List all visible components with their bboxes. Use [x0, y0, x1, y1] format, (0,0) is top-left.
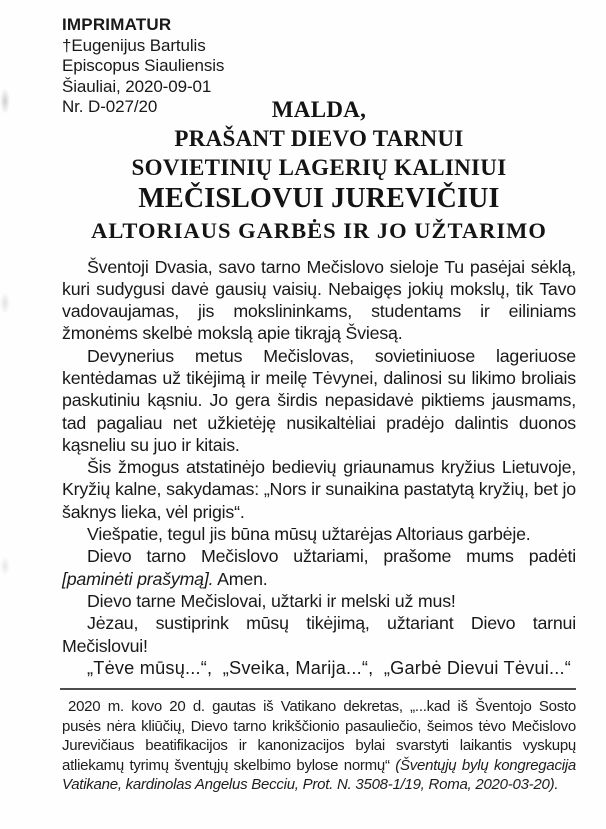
footnote-source-citation: (Šventųjų bylų kongregacija Vatikane, kardinolas Angelus Becciu, Prot. N. 3508-1/19, Roma, 2020-03-20).	[62, 756, 576, 794]
title-line-malda: MALDA,	[271, 96, 367, 122]
scan-smudge-artifact	[0, 292, 10, 314]
imprimatur-number: Nr. D-027/20	[62, 97, 158, 116]
paragraph-crosses: Šis žmogus atstatinėjo bedievių griaunamus kryžius Lietuvoje, Kryžių kalne, sakydamas: „Nors ir sunaikina pastatytą kryžių, bet jo šaknys lieka, vėl prigis“.	[62, 457, 576, 522]
title-line-name: MEČISLOVUI JUREVIČIUI	[138, 182, 500, 214]
title-line-altoriaus: ALTORIAUS GARBĖS IR JO UŽTARIMO	[91, 217, 547, 243]
paragraph-viespatie: Viešpatie, tegul jis būna mūsų užtarėjas Altoriaus garbėje.	[87, 524, 531, 545]
title-line-sovietiniu: SOVIETINIŲ LAGERIŲ KALINIUI	[131, 154, 507, 180]
paragraph-petition	[62, 545, 576, 590]
closing-prayers-line: „Tėve mūsų...“, „Sveika, Marija...“, „Garbė Dievui Tėvui...“	[87, 657, 572, 678]
petition-placeholder: [paminėti prašymą].	[62, 568, 214, 589]
prayer-body	[62, 256, 576, 680]
footnote-divider	[60, 688, 576, 690]
imprimatur-bishop-name: †Eugenijus Bartulis	[62, 35, 206, 55]
imprimatur-bishop-title: Episcopus Siauliensis	[62, 56, 225, 75]
scan-smudge-artifact	[0, 556, 10, 576]
scan-smudge-artifact	[0, 88, 10, 114]
footnote-decree-text: 2020 m. kovo 20 d. gautas iš Vatikano dekretas, „...kad iš Šventojo Sosto pusės nėra kliūčių, Dievo tarno krikščionio pasauliečio, šeimos tėvo Mečislovo Jurevičiaus beatifikacijos ir kanonizacijos bylai svarstyti laikantis vyskupų atliekamų tyrimų šventųjų skelbimo bylose normų“	[62, 698, 576, 774]
paragraph-holy-spirit: Šventoji Dvasia, savo tarno Mečislovo sieloje Tu pasėjai sėklą, kuri sudygusi davė gausių vaisių. Nebaigęs jokių mokslų, tik Tavo vadovaujamas, jis mokslininkams, studentams ir eiliniams žmonėms skelbė mokslą apie tikrąją Šviesą.	[62, 256, 576, 344]
paragraph-jesus: Jėzau, sustiprink mūsų tikėjimą, užtariant Dievo tarnui Mečislovui!	[62, 613, 576, 656]
petition-amen: Amen.	[213, 568, 268, 589]
paragraph-intercede: Dievo tarne Mečislovai, užtarki ir melski už mus!	[87, 590, 456, 611]
imprimatur-label: IMPRIMATUR	[62, 15, 172, 34]
petition-text: Dievo tarno Mečislovo užtariami, prašome mums padėti	[87, 546, 576, 567]
paragraph-nine-years: Devynerius metus Mečislovas, sovietiniuose lageriuose kentėdamas už tikėjimą ir meilę Tėvynei, dalinosi su likimo broliais paskutiniu kąsniu. Jo gera širdis nepasidavė piktiems jausmams, tad pagaliau net užkietėję nusikaltėliai pradėjo dalintis duonos kąsneliu su juo ir kitais.	[62, 345, 576, 455]
vatican-decree-footnote	[62, 697, 576, 795]
title-line-prasant: PRAŠANT DIEVO TARNUI	[174, 125, 464, 151]
imprimatur-place-date: Šiauliai, 2020-09-01	[62, 76, 212, 96]
